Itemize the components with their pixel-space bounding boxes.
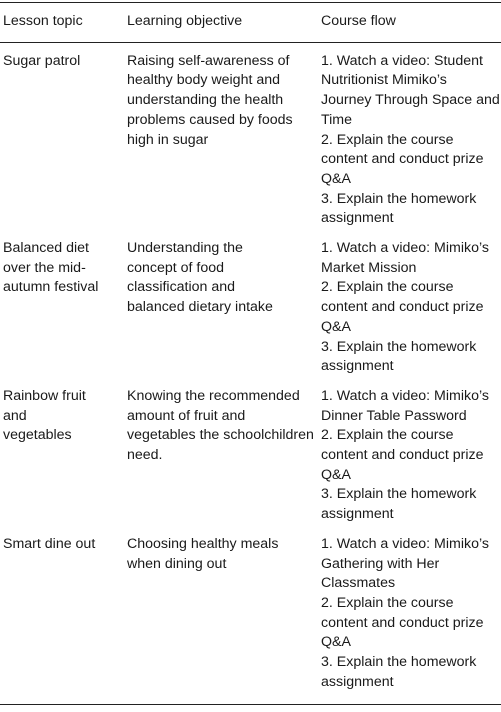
course-flow-cell <box>321 527 501 704</box>
lesson-topic-cell: Balanced diet over the mid-autumn festival <box>3 240 99 296</box>
flow-step: 1. Watch a video: Mimiko’s Market Mission <box>321 240 489 276</box>
lesson-topic-cell: Sugar patrol <box>3 52 81 69</box>
header-row <box>0 3 501 43</box>
flow-step: 3. Explain the homework assignment <box>321 190 477 227</box>
table-row <box>0 379 501 527</box>
header-course-flow: Course flow <box>321 3 501 43</box>
flow-step: 2. Explain the course content and conduct prize Q&A <box>321 279 484 335</box>
course-flow-cell <box>321 231 501 379</box>
table-row <box>0 42 501 231</box>
learning-objective-cell: Understanding the concept of food classification and balanced dietary intake <box>127 240 273 316</box>
flow-step: 2. Explain the course content and conduct prize Q&A <box>321 427 484 483</box>
table-row <box>0 231 501 379</box>
header-learning-objective: Learning objective <box>127 3 321 43</box>
flow-step: 3. Explain the homework assignment <box>321 338 477 375</box>
learning-objective-cell: Knowing the recommended amount of fruit and vegetables the schoolchildren need. <box>127 387 314 464</box>
flow-step: 3. Explain the homework assignment <box>321 486 477 523</box>
lesson-topic-cell: Rainbow fruit and vegetables <box>3 387 86 444</box>
course-flow-cell <box>321 42 501 231</box>
flow-step: 3. Explain the homework assignment <box>321 654 477 690</box>
header-lesson-topic: Lesson topic <box>0 3 127 43</box>
flow-step: 2. Explain the course content and conduct prize Q&A <box>321 594 484 651</box>
flow-step: 1. Watch a video: Student Nutritionist Mimiko’s Journey Through Space and Time <box>321 52 500 128</box>
learning-objective-cell: Choosing healthy meals when dining out <box>127 527 321 704</box>
flow-step: 1. Watch a video: Mimiko’s Gathering with Her Classmates <box>321 535 489 592</box>
flow-step: 2. Explain the course content and conduct prize Q&A <box>321 131 484 187</box>
lesson-table <box>0 2 501 705</box>
flow-step: 1. Watch a video: Mimiko’s Dinner Table Password <box>321 387 489 424</box>
lesson-topic-cell: Smart dine out <box>0 527 127 704</box>
learning-objective-cell: Raising self-awareness of healthy body weight and understanding the health problems caused by foods high in sugar <box>127 52 293 148</box>
table-row <box>0 527 501 704</box>
course-flow-cell <box>321 379 501 527</box>
